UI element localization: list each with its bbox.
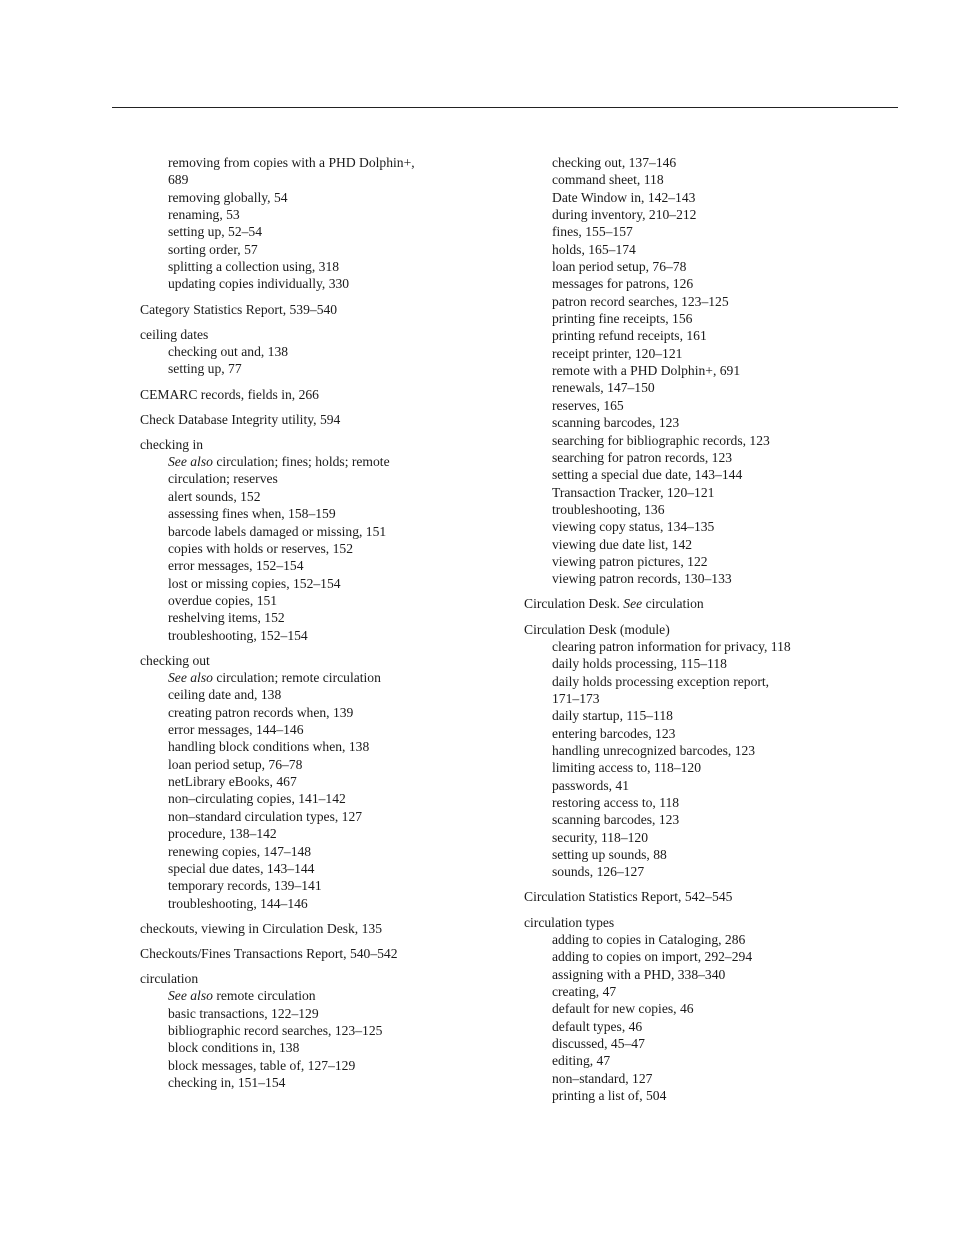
index-line: discussed, 45–47 <box>552 1036 645 1052</box>
index-entry <box>140 970 480 1091</box>
index-subentry <box>140 505 480 522</box>
index-subentry <box>524 327 854 344</box>
index-subentry <box>140 575 480 592</box>
index-subentry <box>140 721 480 738</box>
see-also-subentry <box>140 987 480 1004</box>
index-subentry <box>140 756 480 773</box>
index-term: Circulation Statistics Report, 542–545 <box>524 889 733 905</box>
index-line: handling unrecognized barcodes, 123 <box>552 742 756 758</box>
index-line: editing, 47 <box>552 1053 611 1069</box>
index-line: daily startup, 115–118 <box>552 708 673 724</box>
index-subentry <box>140 488 480 505</box>
see-also-label: See also <box>168 670 213 686</box>
index-subentry <box>140 1039 480 1056</box>
index-subentry <box>140 557 480 574</box>
index-subentry <box>140 206 480 223</box>
index-term: Check Database Integrity utility, 594 <box>140 411 341 427</box>
index-term: circulation <box>140 970 199 986</box>
index-line: scanning barcodes, 123 <box>552 415 680 431</box>
index-subentry <box>524 206 854 223</box>
index-subentry <box>140 523 480 540</box>
index-subentry <box>140 860 480 877</box>
index-subentry <box>524 223 854 240</box>
index-line: error messages, 152–154 <box>168 558 304 574</box>
index-line: assigning with a PHD, 338–340 <box>552 966 726 982</box>
index-term: Category Statistics Report, 539–540 <box>140 301 338 317</box>
index-line: 171–173 <box>552 690 600 706</box>
index-term: CEMARC records, fields in, 266 <box>140 386 319 402</box>
index-entry <box>140 945 480 962</box>
index-line: setting up, 52–54 <box>168 224 263 240</box>
see-also-label: See also <box>168 454 213 470</box>
index-term: ceiling dates <box>140 326 209 342</box>
index-subentry <box>524 449 854 466</box>
index-line: Transaction Tracker, 120–121 <box>552 484 715 500</box>
index-subentry <box>140 223 480 240</box>
index-line: viewing due date list, 142 <box>552 536 693 552</box>
index-subentry <box>140 241 480 258</box>
index-subentry <box>140 773 480 790</box>
index-subentry <box>524 484 854 501</box>
index-line: limiting access to, 118–120 <box>552 760 702 776</box>
index-line: lost or missing copies, 152–154 <box>168 575 341 591</box>
index-line: patron record searches, 123–125 <box>552 293 729 309</box>
index-subentry <box>524 466 854 483</box>
see-also-subentry <box>140 453 480 488</box>
index-line: checking out and, 138 <box>168 344 289 360</box>
index-line: renewals, 147–150 <box>552 380 655 396</box>
index-line: non–standard, 127 <box>552 1070 653 1086</box>
index-subentry <box>140 1057 480 1074</box>
index-entry <box>140 386 480 403</box>
index-line: loan period setup, 76–78 <box>168 756 303 772</box>
index-line: See also circulation; remote circulation <box>168 670 381 686</box>
index-line: circulation; reserves <box>168 471 278 487</box>
index-subentry <box>524 759 854 776</box>
index-subentry <box>140 738 480 755</box>
index-subentry <box>140 877 480 894</box>
index-subentry <box>140 1022 480 1039</box>
index-line: adding to copies on import, 292–294 <box>552 949 753 965</box>
index-subentry <box>140 343 480 360</box>
index-line: checking in, 151–154 <box>168 1075 286 1091</box>
index-subentry <box>140 1005 480 1022</box>
index-subentry <box>524 742 854 759</box>
index-entry <box>140 411 480 428</box>
index-subentry <box>524 432 854 449</box>
index-subentry <box>524 518 854 535</box>
index-subentry <box>524 154 854 171</box>
index-subentry <box>140 895 480 912</box>
index-line: adding to copies in Cataloging, 286 <box>552 931 746 947</box>
index-subentry <box>140 843 480 860</box>
index-subentry <box>140 189 480 206</box>
index-subentry <box>140 360 480 377</box>
index-subentry <box>140 790 480 807</box>
index-term: checkouts, viewing in Circulation Desk, 135 <box>140 920 382 936</box>
index-line: viewing copy status, 134–135 <box>552 519 715 535</box>
index-line: setting up sounds, 88 <box>552 847 667 862</box>
index-subentry <box>524 638 854 655</box>
index-subentry <box>140 1074 480 1091</box>
index-subentry <box>524 983 854 1000</box>
index-entry <box>140 436 480 644</box>
index-entry <box>524 595 854 612</box>
index-line: restoring access to, 118 <box>552 794 680 810</box>
index-subentry <box>524 829 854 846</box>
index-subentry <box>524 570 854 587</box>
index-line: messages for patrons, 126 <box>552 276 694 292</box>
index-subentry <box>524 345 854 362</box>
index-entry <box>140 326 480 378</box>
index-subentry <box>524 414 854 431</box>
index-subentry <box>524 293 854 310</box>
index-subentry <box>524 966 854 983</box>
index-line: procedure, 138–142 <box>168 826 277 842</box>
index-subentry <box>524 931 854 948</box>
index-subentry <box>524 863 854 880</box>
index-line: special due dates, 143–144 <box>168 860 315 876</box>
index-entry <box>524 154 854 588</box>
index-subentry <box>140 154 480 189</box>
index-line: during inventory, 210–212 <box>552 207 697 223</box>
index-line: reserves, 165 <box>552 397 624 413</box>
index-subentry <box>524 379 854 396</box>
index-subentry <box>524 171 854 188</box>
index-column-right <box>524 154 854 1112</box>
index-term: circulation types <box>524 914 615 930</box>
index-line: temporary records, 139–141 <box>168 878 322 894</box>
index-line: See also circulation; fines; holds; remote <box>168 454 390 470</box>
see-also-subentry <box>140 669 480 686</box>
index-subentry <box>524 794 854 811</box>
index-subentry <box>524 846 854 863</box>
index-line: removing globally, 54 <box>168 189 288 205</box>
index-line: creating, 47 <box>552 984 617 999</box>
index-subentry <box>524 1052 854 1069</box>
index-line: checking out, 137–146 <box>552 155 677 170</box>
index-line: troubleshooting, 136 <box>552 501 665 517</box>
index-line: Date Window in, 142–143 <box>552 189 696 205</box>
index-line: creating patron records when, 139 <box>168 704 354 720</box>
index-line: command sheet, 118 <box>552 172 664 188</box>
index-subentry <box>140 686 480 703</box>
index-line: printing refund receipts, 161 <box>552 328 707 344</box>
index-subentry <box>140 258 480 275</box>
index-term: Checkouts/Fines Transactions Report, 540–542 <box>140 945 398 961</box>
index-line: copies with holds or reserves, 152 <box>168 540 353 556</box>
index-entry <box>140 652 480 912</box>
index-subentry <box>524 362 854 379</box>
index-subentry <box>524 673 854 708</box>
index-line: loan period setup, 76–78 <box>552 259 687 275</box>
index-line: default types, 46 <box>552 1018 643 1034</box>
index-subentry <box>524 1000 854 1017</box>
index-entry <box>140 154 480 293</box>
index-line: reshelving items, 152 <box>168 610 285 626</box>
index-line: bibliographic record searches, 123–125 <box>168 1022 383 1038</box>
index-subentry <box>524 811 854 828</box>
index-entry <box>524 621 854 881</box>
index-line: ceiling date and, 138 <box>168 687 282 703</box>
index-subentry <box>140 808 480 825</box>
index-subentry <box>140 609 480 626</box>
index-line: remote with a PHD Dolphin+, 691 <box>552 363 741 379</box>
header-rule <box>112 107 898 108</box>
index-line: renewing copies, 147–148 <box>168 843 312 859</box>
index-line: sounds, 126–127 <box>552 864 645 880</box>
index-line: setting up, 77 <box>168 361 242 377</box>
see-label: See <box>623 596 643 612</box>
index-line: alert sounds, 152 <box>168 488 261 504</box>
index-line: default for new copies, 46 <box>552 1001 694 1017</box>
index-subentry <box>140 275 480 292</box>
index-line: barcode labels damaged or missing, 151 <box>168 523 387 539</box>
index-line: block messages, table of, 127–129 <box>168 1057 356 1073</box>
index-subentry <box>524 725 854 742</box>
index-line: updating copies individually, 330 <box>168 276 350 292</box>
index-term: checking in <box>140 436 204 452</box>
index-line: viewing patron records, 130–133 <box>552 571 732 587</box>
index-subentry <box>524 1070 854 1087</box>
index-line: searching for bibliographic records, 123 <box>552 432 770 448</box>
index-line: troubleshooting, 152–154 <box>168 627 308 643</box>
index-subentry <box>524 241 854 258</box>
index-line: block conditions in, 138 <box>168 1040 300 1056</box>
index-line: scanning barcodes, 123 <box>552 812 680 828</box>
index-term: Circulation Desk. See circulation <box>524 596 704 612</box>
index-line: removing from copies with a PHD Dolphin+, <box>168 155 415 170</box>
index-line: setting a special due date, 143–144 <box>552 467 743 483</box>
index-line: passwords, 41 <box>552 777 630 793</box>
index-subentry <box>140 825 480 842</box>
index-subentry <box>140 627 480 644</box>
index-line: clearing patron information for privacy, 118 <box>552 638 791 654</box>
index-line: non–standard circulation types, 127 <box>168 808 363 824</box>
index-line: 689 <box>168 172 189 188</box>
index-entry <box>524 914 854 1105</box>
index-line: viewing patron pictures, 122 <box>552 553 708 569</box>
index-subentry <box>524 1018 854 1035</box>
index-subentry <box>524 777 854 794</box>
index-line: receipt printer, 120–121 <box>552 345 683 361</box>
index-line: renaming, 53 <box>168 207 240 223</box>
index-line: daily holds processing exception report, <box>552 673 770 689</box>
index-line: non–circulating copies, 141–142 <box>168 791 346 807</box>
index-subentry <box>524 536 854 553</box>
index-term: Circulation Desk (module) <box>524 621 670 637</box>
index-subentry <box>524 1087 854 1104</box>
index-line: entering barcodes, 123 <box>552 725 676 741</box>
index-line: sorting order, 57 <box>168 241 258 257</box>
index-subentry <box>140 592 480 609</box>
index-subentry <box>524 655 854 672</box>
index-line: daily holds processing, 115–118 <box>552 656 727 672</box>
index-line: security, 118–120 <box>552 829 649 845</box>
index-line: netLibrary eBooks, 467 <box>168 774 297 790</box>
index-subentry <box>524 310 854 327</box>
index-line: handling block conditions when, 138 <box>168 739 370 755</box>
index-line: See also remote circulation <box>168 988 316 1004</box>
index-term: checking out <box>140 652 210 668</box>
index-line: fines, 155–157 <box>552 224 633 240</box>
index-entry <box>140 301 480 318</box>
index-subentry <box>524 275 854 292</box>
index-line: searching for patron records, 123 <box>552 449 733 465</box>
index-line: troubleshooting, 144–146 <box>168 895 308 911</box>
index-subentry <box>524 258 854 275</box>
index-line: printing a list of, 504 <box>552 1088 667 1104</box>
index-subentry <box>524 948 854 965</box>
index-subentry <box>524 397 854 414</box>
index-subentry <box>524 553 854 570</box>
index-line: assessing fines when, 158–159 <box>168 506 336 522</box>
index-subentry <box>524 707 854 724</box>
index-subentry <box>140 540 480 557</box>
index-entry <box>140 920 480 937</box>
index-line: holds, 165–174 <box>552 241 636 257</box>
index-line: basic transactions, 122–129 <box>168 1005 319 1021</box>
index-line: overdue copies, 151 <box>168 592 278 608</box>
index-subentry <box>140 704 480 721</box>
index-column-left <box>140 154 480 1099</box>
index-subentry <box>524 501 854 518</box>
index-line: splitting a collection using, 318 <box>168 259 340 275</box>
index-subentry <box>524 1035 854 1052</box>
index-subentry <box>524 189 854 206</box>
index-line: error messages, 144–146 <box>168 722 304 738</box>
see-also-label: See also <box>168 988 213 1004</box>
index-line: printing fine receipts, 156 <box>552 311 693 327</box>
index-entry <box>524 888 854 905</box>
